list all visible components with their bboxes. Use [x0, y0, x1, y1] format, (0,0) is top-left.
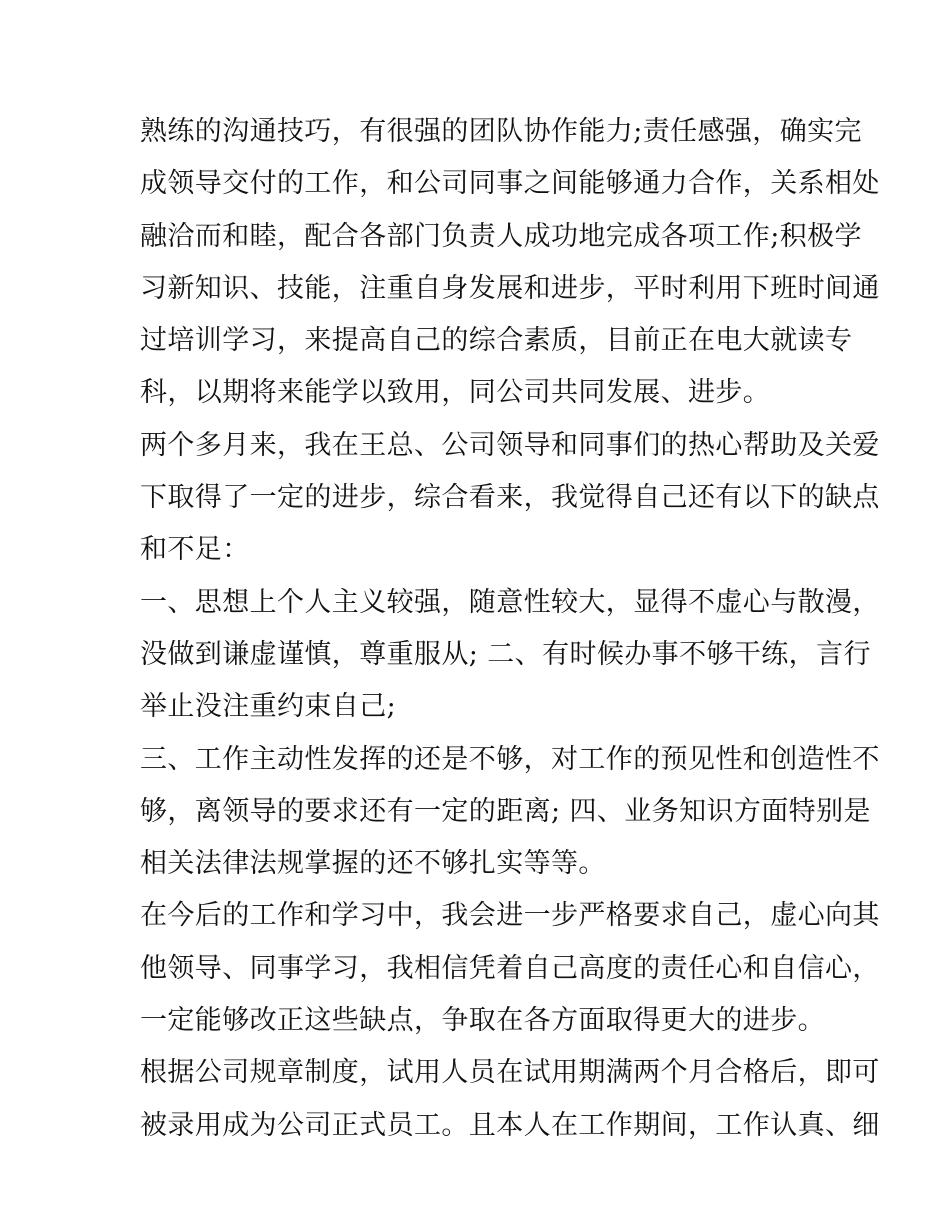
text-line: 根据公司规章制度，试用人员在试用期满两个月合格后，即可 — [140, 1057, 880, 1089]
text-line: 一、思想上个人主义较强，随意性较大，显得不虚心与散漫， — [140, 586, 880, 618]
document-body — [140, 106, 880, 1152]
text-line: 熟练的沟通技巧，有很强的团队协作能力;责任感强，确实完 — [140, 116, 862, 147]
text-line: 相关法律法规掌握的还不够扎实等等。 — [140, 848, 606, 880]
paragraph-regulation — [140, 1047, 880, 1152]
text-line: 一定能够改正这些缺点，争取在各方面取得更大的进步。 — [140, 1005, 825, 1037]
text-line: 两个多月来，我在王总、公司领导和同事们的热心帮助及关爱 — [140, 429, 880, 461]
paragraph-shortcoming-1-2 — [140, 577, 880, 734]
text-line: 没做到谦虚谨慎，尊重服从; 二、有时候办事不够干练，言行 — [140, 638, 871, 670]
text-line: 下取得了一定的进步，综合看来，我觉得自己还有以下的缺点 — [140, 482, 880, 514]
text-line: 和不足： — [140, 534, 250, 566]
text-line: 三、工作主动性发挥的还是不够，对工作的预见性和创造性不 — [140, 743, 880, 775]
paragraph-future — [140, 890, 880, 1047]
text-line: 科，以期将来能学以致用，同公司共同发展、进步。 — [140, 377, 771, 409]
text-line: 习新知识、技能，注重自身发展和进步，平时利用下班时间通 — [140, 272, 880, 304]
text-line: 够，离领导的要求还有一定的距离; 四、业务知识方面特别是 — [140, 795, 871, 827]
text-line: 在今后的工作和学习中，我会进一步严格要求自己，虚心向其 — [140, 900, 880, 932]
text-line: 融洽而和睦，配合各部门负责人成功地完成各项工作;积极学 — [140, 220, 862, 252]
paragraph-skills — [140, 106, 880, 420]
paragraph-shortcoming-3-4 — [140, 734, 880, 891]
paragraph-progress — [140, 420, 880, 577]
text-line: 他领导、同事学习，我相信凭着自己高度的责任心和自信心， — [140, 952, 880, 984]
text-line: 举止没注重约束自己; — [140, 691, 397, 723]
text-line: 过培训学习，来提高自己的综合素质，目前正在电大就读专 — [140, 325, 853, 357]
text-line: 成领导交付的工作，和公司同事之间能够通力合作，关系相处 — [140, 168, 880, 200]
text-line: 被录用成为公司正式员工。且本人在工作期间，工作认真、细 — [140, 1109, 880, 1141]
